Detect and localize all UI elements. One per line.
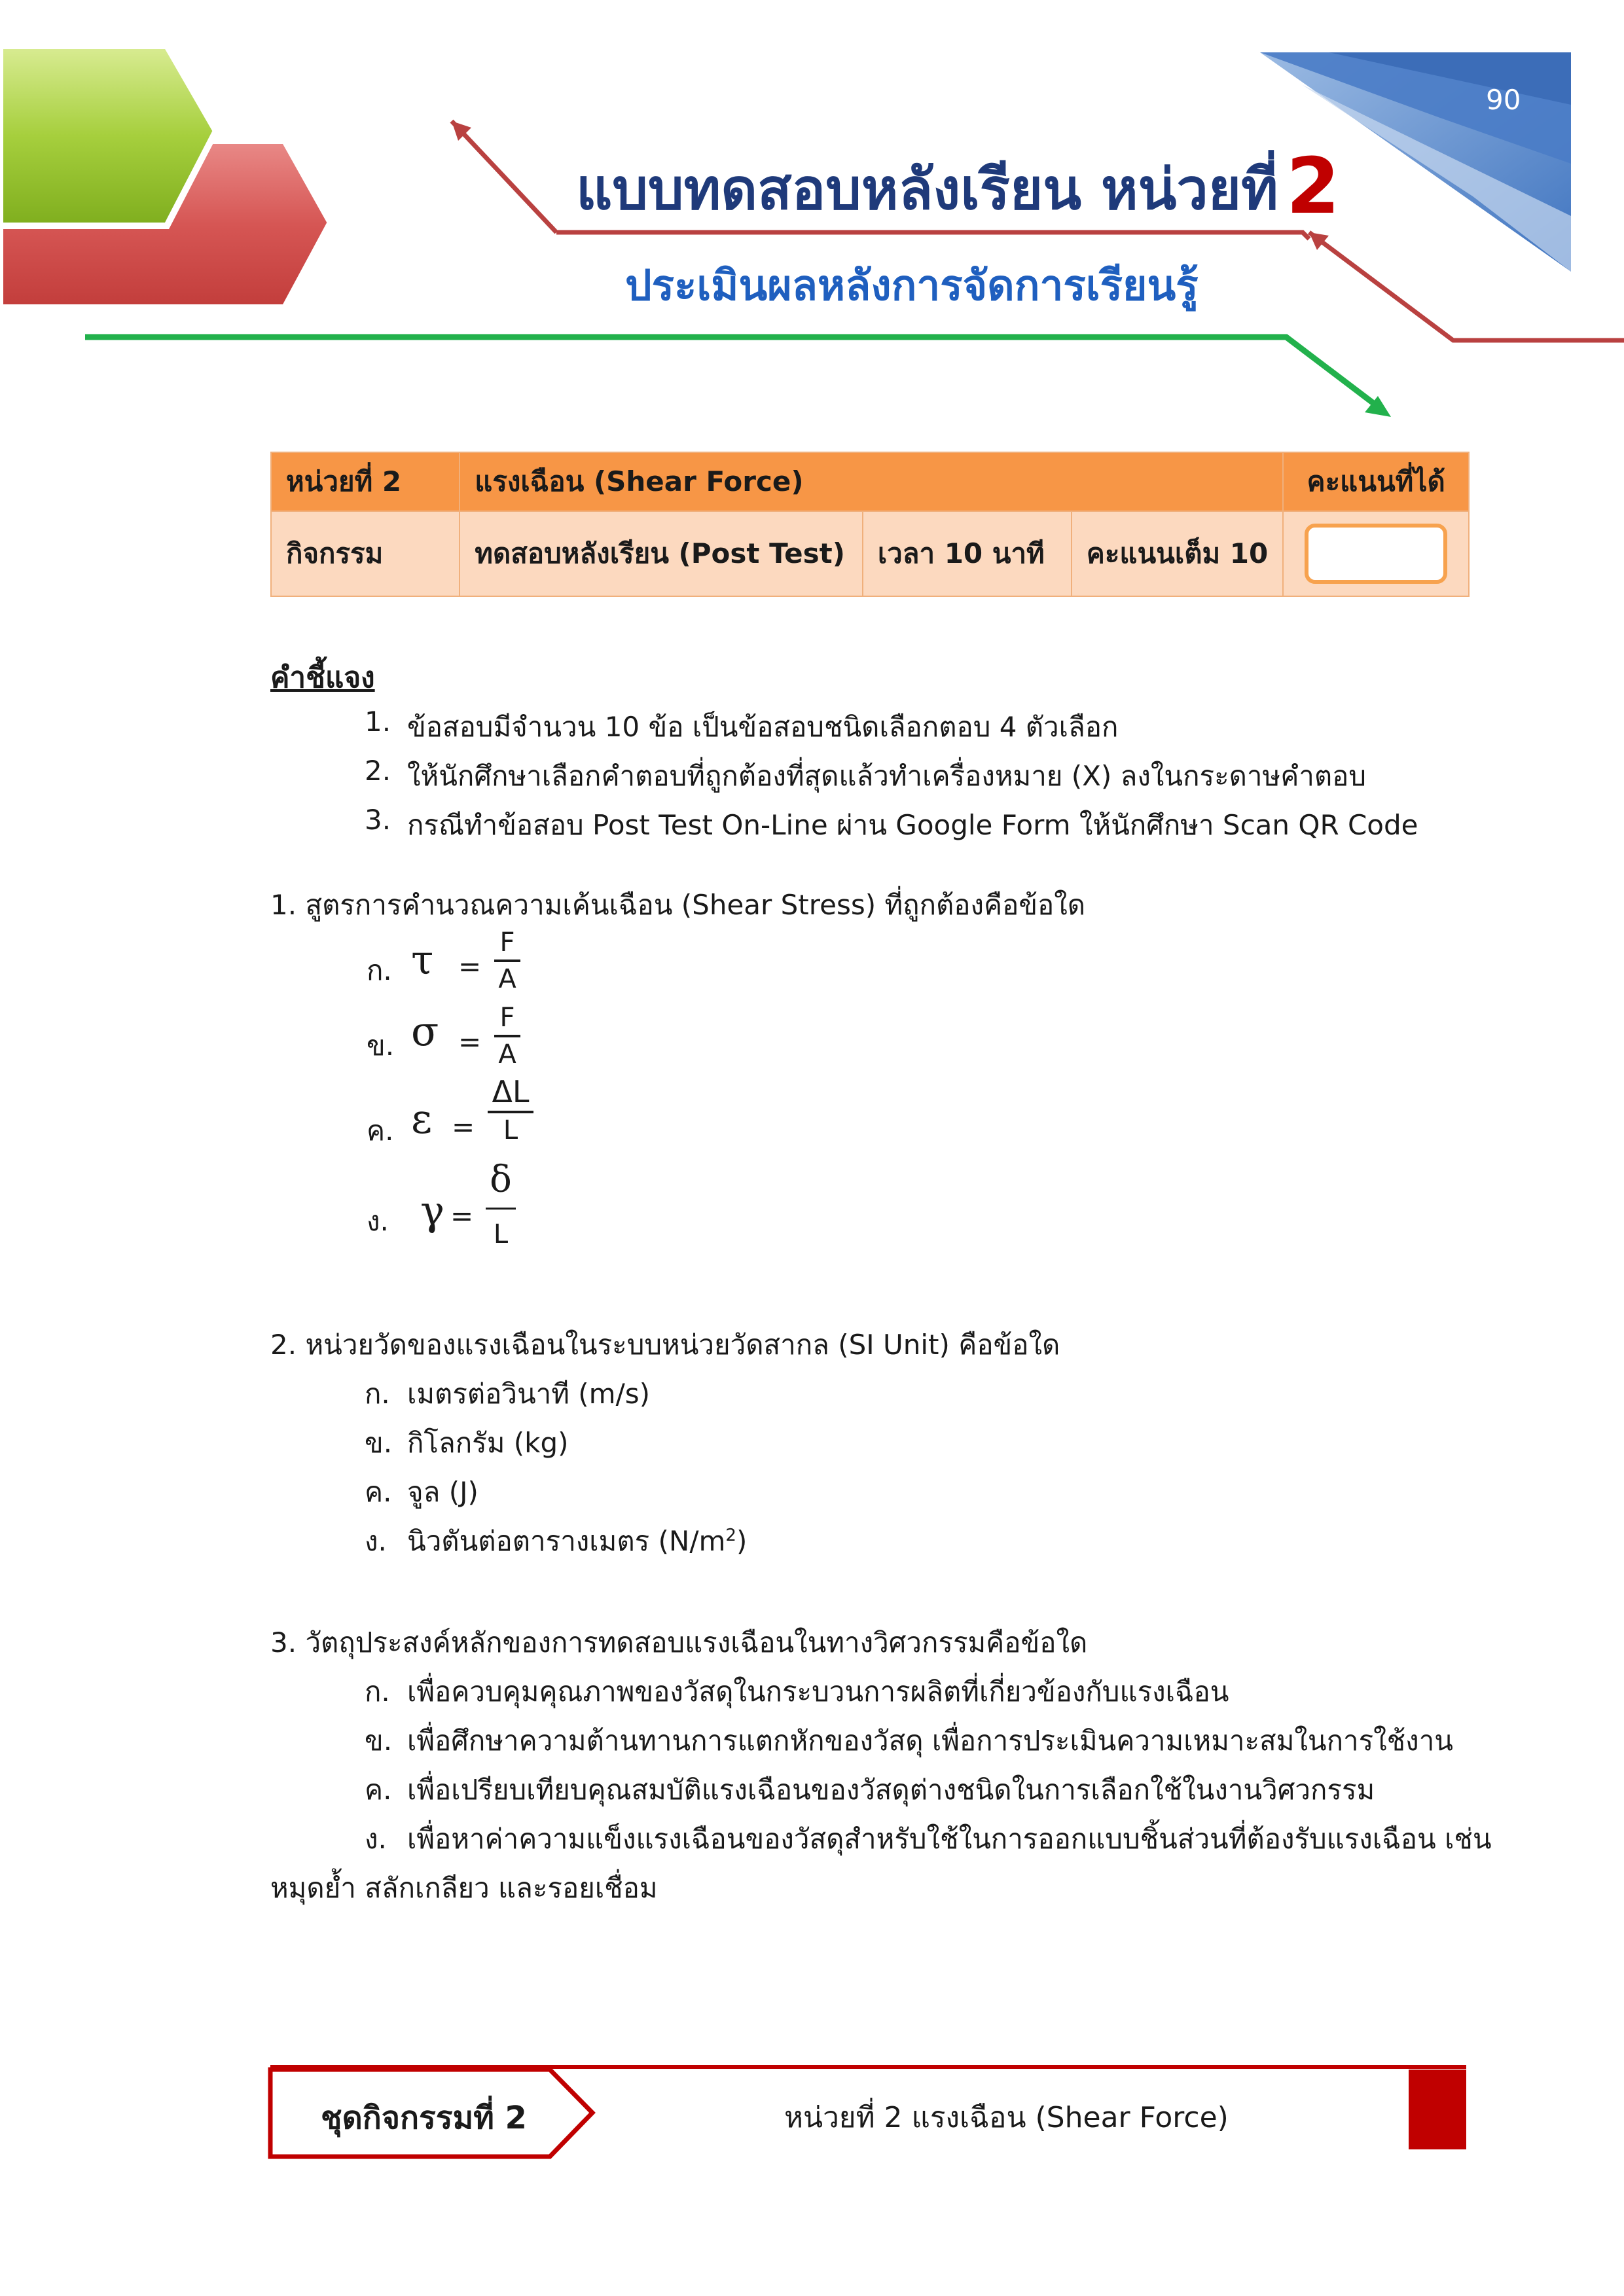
option-d[interactable] <box>0 1520 1624 1559</box>
question-text: หน่วยวัดของแรงเฉือนในระบบหน่วยวัดสากล (SI Unit) คือข้อใด <box>305 1329 1060 1361</box>
instruction-item <box>0 804 1624 843</box>
footer-red-block <box>1409 2070 1466 2149</box>
option-b[interactable] <box>0 1422 1624 1461</box>
option-label: ง. <box>367 1205 389 1237</box>
numerator: F <box>499 927 515 958</box>
option-label: ค. <box>365 1774 392 1806</box>
numerator: δ <box>490 1158 512 1201</box>
option-label: ค. <box>365 1476 392 1508</box>
page-subtitle: ประเมินผลหลังการจัดการเรียนรู้ <box>625 262 1199 310</box>
option-text <box>407 1520 747 1563</box>
option-c[interactable] <box>0 1471 1624 1510</box>
page-number: 90 <box>1486 84 1521 116</box>
fraction-bar <box>486 1208 516 1210</box>
option-text-tail: ) <box>736 1525 748 1557</box>
option-label: ข. <box>365 1427 393 1459</box>
option-text: เมตรต่อวินาที (m/s) <box>407 1378 651 1410</box>
gamma-symbol: γ <box>420 1187 445 1234</box>
activity-label-cell: กิจกรรม <box>271 511 460 596</box>
full-score-cell: คะแนนเต็ม 10 <box>1072 511 1284 596</box>
red-arrow-line-left <box>452 121 556 232</box>
red-arrow-line-right <box>1309 232 1624 340</box>
denominator: L <box>493 1219 509 1249</box>
green-arrow-line <box>85 337 1381 409</box>
unit-label-cell: หน่วยที่ 2 <box>271 452 460 511</box>
footer-unit-label: หน่วยที่ 2 แรงเฉือน (Shear Force) <box>784 2101 1229 2134</box>
denominator: A <box>498 964 516 994</box>
score-input-cell <box>1283 511 1469 596</box>
question-3 <box>270 1621 1087 1664</box>
fraction <box>488 1074 533 1145</box>
sigma-symbol: σ <box>411 1007 439 1055</box>
instruction-number: 2. <box>365 755 391 787</box>
option-label: ก. <box>367 954 392 986</box>
equals-sign: = <box>458 1026 482 1058</box>
unit-title-cell: แรงเฉือน (Shear Force) <box>460 452 1283 511</box>
denominator: A <box>498 1039 516 1069</box>
option-label: ง. <box>365 1525 387 1557</box>
question-number: 1. <box>270 889 297 921</box>
instruction-text: ให้นักศึกษาเลือกคำตอบที่ถูกต้องที่สุดแล้วทำเครื่องหมาย (X) ลงในกระดาษคำตอบ <box>407 760 1367 792</box>
instruction-number: 3. <box>365 804 391 836</box>
numerator: F <box>499 1003 515 1033</box>
option-a[interactable] <box>0 1670 1624 1710</box>
equals-sign: = <box>458 950 482 982</box>
question-number: 2. <box>270 1329 297 1361</box>
instructions-heading: คำชี้แจง <box>270 661 375 694</box>
option-label: ง. <box>365 1823 387 1855</box>
page-title <box>576 141 1340 234</box>
option-text: กิโลกรัม (kg) <box>407 1427 569 1459</box>
formula-option-c[interactable] <box>367 1074 628 1147</box>
option-d[interactable] <box>0 1818 1624 1857</box>
score-input-box[interactable] <box>1305 524 1447 584</box>
option-text: เพื่อหาค่าความแข็งแรงเฉือนของวัสดุสำหรับใช้ในการออกแบบชิ้นส่วนที่ต้องรับแรงเฉือน เช่น <box>407 1823 1492 1855</box>
option-d-continuation: หมุดย้ำ สลักเกลียว และรอยเชื่อม <box>270 1872 658 1904</box>
option-label: ก. <box>365 1378 390 1410</box>
epsilon-symbol: ε <box>411 1095 433 1143</box>
fraction <box>494 929 520 992</box>
green-chevron-shape <box>0 46 216 226</box>
fraction-bar <box>494 1035 520 1037</box>
fraction <box>494 1005 520 1067</box>
denominator: L <box>503 1115 518 1145</box>
numerator: ΔL <box>492 1074 530 1109</box>
option-text-main: นิวตันต่อตารางเมตร (N/m <box>407 1525 726 1557</box>
question-text: สูตรการคำนวณความเค้นเฉือน (Shear Stress) ที่ถูกต้องคือข้อใด <box>305 889 1086 921</box>
formula-option-a[interactable] <box>367 929 628 995</box>
option-text: เพื่อควบคุมคุณภาพของวัสดุในกระบวนการผลิตที่เกี่ยวข้องกับแรงเฉือน <box>407 1676 1229 1708</box>
info-table <box>270 452 1470 597</box>
instruction-text: ข้อสอบมีจำนวน 10 ข้อ เป็นข้อสอบชนิดเลือกตอบ 4 ตัวเลือก <box>407 711 1119 743</box>
equals-sign: = <box>450 1200 474 1232</box>
option-label: ข. <box>365 1725 393 1757</box>
option-label: ก. <box>365 1676 390 1708</box>
instruction-text: กรณีทำข้อสอบ Post Test On-Line ผ่าน Google Form ให้นักศึกษา Scan QR Code <box>407 809 1418 841</box>
question-2 <box>270 1323 1060 1367</box>
fraction <box>486 1158 516 1249</box>
page-title-text: แบบทดสอบหลังเรียน หน่วยที่ <box>576 157 1278 223</box>
equals-sign: = <box>452 1111 475 1143</box>
question-text: วัตถุประสงค์หลักของการทดสอบแรงเฉือนในทางวิศวกรรมคือข้อใด <box>305 1626 1088 1659</box>
option-label: ข. <box>367 1030 395 1062</box>
time-cell: เวลา 10 นาที <box>863 511 1072 596</box>
question-number: 3. <box>270 1626 297 1659</box>
tau-symbol: τ <box>411 936 434 984</box>
page-title-unit-number: 2 <box>1286 141 1340 231</box>
option-text: เพื่อศึกษาความต้านทานการแตกหักของวัสดุ เพื่อการประเมินความเหมาะสมในการใช้งาน <box>407 1725 1453 1757</box>
question-1 <box>270 884 1085 927</box>
superscript: 2 <box>725 1526 736 1545</box>
instruction-number: 1. <box>365 706 391 738</box>
option-label: ค. <box>367 1115 394 1147</box>
fraction-bar <box>488 1111 533 1113</box>
option-text: จูล (J) <box>407 1476 478 1508</box>
fraction-bar <box>494 960 520 962</box>
option-c[interactable] <box>0 1768 1624 1808</box>
footer-activity-set: ชุดกิจกรรมที่ 2 <box>321 2100 527 2136</box>
instruction-item <box>0 755 1624 794</box>
option-text: เพื่อเปรียบเทียบคุณสมบัติแรงเฉือนของวัสดุต่างชนิดในการเลือกใช้ในงานวิศวกรรม <box>407 1774 1375 1806</box>
formula-option-d[interactable] <box>367 1158 628 1260</box>
option-b[interactable] <box>0 1719 1624 1759</box>
score-header-cell: คะแนนที่ได้ <box>1283 452 1469 511</box>
instruction-item <box>0 706 1624 745</box>
formula-option-b[interactable] <box>367 1005 628 1070</box>
activity-name-cell: ทดสอบหลังเรียน (Post Test) <box>460 511 863 596</box>
option-a[interactable] <box>0 1372 1624 1412</box>
